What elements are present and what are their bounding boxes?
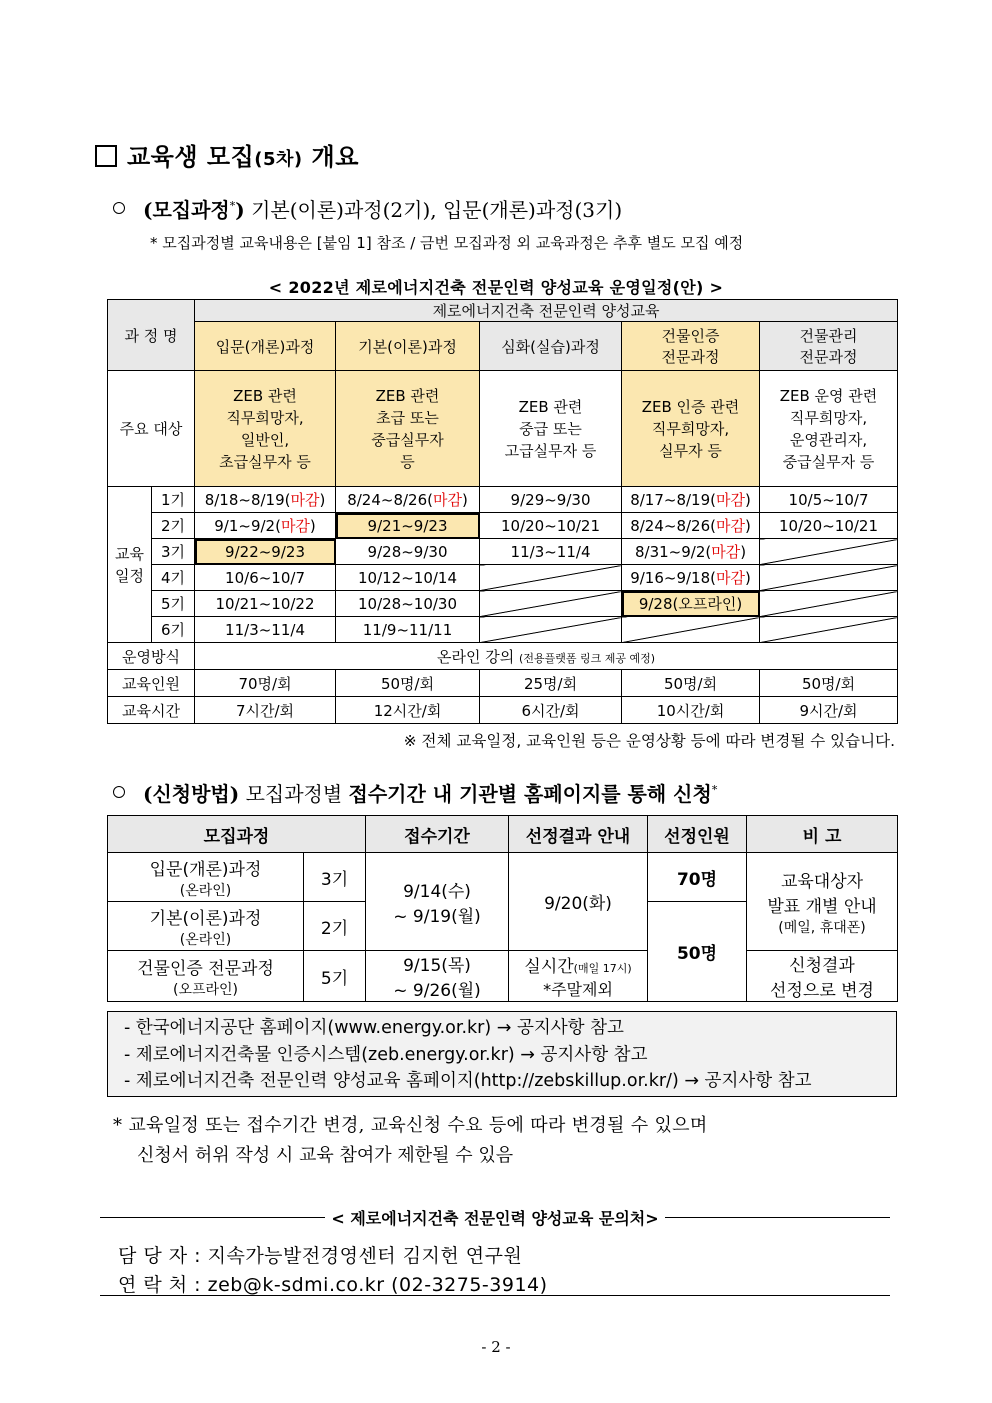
target-cell-4: ZEB 운영 관련 직무희망자, 운영관리자, 중급실무자 등 — [760, 371, 898, 487]
recruit-note: * 모집과정별 교육내용은 [붙임 1] 참조 / 금번 모집과정 외 교육과정은 추후 별도 모집 예정 — [150, 234, 744, 252]
course-basic: 기본(이론)과정 (온라인) — [108, 902, 304, 951]
circle-bullet-icon — [113, 202, 125, 214]
term-label: 5기 — [152, 591, 195, 617]
section-title: 교육생 모집(5차) 개요 — [95, 137, 359, 172]
schedule-cell: 9/28(오프라인) — [622, 591, 760, 617]
empty-schedule-cell — [622, 617, 760, 643]
target-cell-2: ZEB 관련 중급 또는 고급실무자 등 — [480, 371, 622, 487]
capacity-cell: 70명/회 — [195, 670, 336, 697]
empty-schedule-cell — [760, 565, 898, 591]
links-box — [107, 1011, 897, 1097]
group-header: 제로에너지건축 전문인력 양성교육 — [195, 300, 898, 322]
empty-schedule-cell — [480, 565, 622, 591]
contact-phone: 연 락 처 : zeb@k-sdmi.co.kr (02-3275-3914) — [118, 1274, 548, 1296]
course-intro: 입문(개론)과정 (온라인) — [108, 853, 304, 902]
hours-cell: 10시간/회 — [622, 697, 760, 724]
course-header-2: 심화(실습)과정 — [480, 322, 622, 371]
closed-label: 마감 — [711, 543, 741, 561]
link-zeb: - 제로에너지건축물 인증시스템(zeb.energy.or.kr) → 공지사항 참고 — [124, 1044, 648, 1065]
checkbox-square-icon — [95, 145, 117, 167]
schedule-cell: 11/3~11/4 — [480, 539, 622, 565]
schedule-label: 교육 일정 — [108, 487, 152, 643]
target-cell-0: ZEB 관련 직무희망자, 일반인, 초급실무자 등 — [195, 371, 336, 487]
term-basic: 2기 — [304, 902, 366, 951]
schedule-cell: 10/21~10/22 — [195, 591, 336, 617]
header-note: 비 고 — [747, 816, 898, 853]
target-label: 주요 대상 — [108, 371, 195, 487]
schedule-cell: 8/18~8/19(마감) — [195, 487, 336, 513]
header-count: 선정인원 — [648, 816, 747, 853]
schedule-cell: 8/31~9/2(마감) — [622, 539, 760, 565]
course-cert: 건물인증 전문과정 (오프라인) — [108, 951, 304, 1002]
target-cell-1: ZEB 관련 초급 또는 중급실무자 등 — [336, 371, 480, 487]
schedule-table — [107, 299, 898, 724]
course-header-0: 입문(개론)과정 — [195, 322, 336, 371]
schedule-cell: 11/9~11/11 — [336, 617, 480, 643]
link-skillup: - 제로에너지건축 전문인력 양성교육 홈페이지(http://zebskillup.or.kr/) → 공지사항 참고 — [124, 1071, 812, 1091]
term-label: 3기 — [152, 539, 195, 565]
method-label: 운영방식 — [108, 643, 195, 670]
course-header-1: 기본(이론)과정 — [336, 322, 480, 371]
hours-cell: 12시간/회 — [336, 697, 480, 724]
empty-schedule-cell — [480, 617, 622, 643]
closed-label: 마감 — [432, 491, 462, 509]
schedule-cell: 10/6~10/7 — [195, 565, 336, 591]
term-label: 6기 — [152, 617, 195, 643]
closed-label: 마감 — [715, 517, 745, 535]
course-header-3: 건물인증 전문과정 — [622, 322, 760, 371]
contact-person: 담 당 자 : 지속가능발전경영센터 김지헌 연구원 — [118, 1245, 523, 1267]
closed-label: 마감 — [715, 491, 745, 509]
period-cert: 9/15(목) ~ 9/26(월) — [366, 951, 509, 1002]
term-intro: 3기 — [304, 853, 366, 902]
result-cert: 실시간(매일 17시) *주말제외 — [509, 951, 648, 1002]
course-header-4: 건물관리 전문과정 — [760, 322, 898, 371]
target-cell-3: ZEB 인증 관련 직무희망자, 실무자 등 — [622, 371, 760, 487]
empty-schedule-cell — [760, 591, 898, 617]
page-number: - 2 - — [481, 1338, 511, 1356]
period-online: 9/14(수) ~ 9/19(월) — [366, 853, 509, 951]
schedule-cell: 9/16~9/18(마감) — [622, 565, 760, 591]
schedule-cell: 10/5~10/7 — [760, 487, 898, 513]
capacity-cell: 50명/회 — [622, 670, 760, 697]
hours-label: 교육시간 — [108, 697, 195, 724]
method-value: 온라인 강의 (전용플랫폼 링크 제공 예정) — [195, 643, 898, 670]
header-result: 선정결과 안내 — [509, 816, 648, 853]
schedule-cell: 9/28~9/30 — [336, 539, 480, 565]
hours-cell: 6시간/회 — [480, 697, 622, 724]
capacity-cell: 50명/회 — [336, 670, 480, 697]
schedule-cell: 10/28~10/30 — [336, 591, 480, 617]
closed-label: 마감 — [280, 517, 310, 535]
closed-label: 마감 — [715, 569, 745, 587]
note-cert: 신청결과 선정으로 변경 — [747, 951, 898, 1002]
course-name-header: 과 정 명 — [108, 300, 195, 371]
recruit-course-bullet: (모집과정*) 기본(이론)과정(2기), 입문(개론)과정(3기) — [113, 194, 622, 223]
hours-cell: 9시간/회 — [760, 697, 898, 724]
capacity-cell: 25명/회 — [480, 670, 622, 697]
schedule-cell: 8/24~8/26(마감) — [622, 513, 760, 539]
circle-bullet-icon — [113, 786, 125, 798]
empty-schedule-cell — [760, 617, 898, 643]
term-label: 2기 — [152, 513, 195, 539]
count-intro: 70명 — [648, 853, 747, 902]
count-basic-cert: 50명 — [648, 902, 747, 1002]
schedule-cell: 10/12~10/14 — [336, 565, 480, 591]
apply-method-bullet: (신청방법) 모집과정별 접수기간 내 기관별 홈페이지를 통해 신청* — [113, 778, 717, 807]
capacity-cell: 50명/회 — [760, 670, 898, 697]
capacity-label: 교육인원 — [108, 670, 195, 697]
warning-note: * 교육일정 또는 접수기간 변경, 교육신청 수요 등에 따라 변경될 수 있으며 신청서 허위 작성 시 교육 참여가 제한될 수 있음 — [113, 1115, 708, 1166]
schedule-cell: 10/20~10/21 — [480, 513, 622, 539]
contact-title: < 제로에너지건축 전문인력 양성교육 문의처> — [100, 1206, 890, 1230]
link-energy: - 한국에너지공단 홈페이지(www.energy.or.kr) → 공지사항 참고 — [124, 1018, 624, 1038]
divider — [100, 1295, 890, 1296]
schedule-cell: 8/17~8/19(마감) — [622, 487, 760, 513]
schedule-table-caption: < 2022년 제로에너지건축 전문인력 양성교육 운영일정(안) > — [268, 278, 724, 297]
schedule-remark: ※ 전체 교육일정, 교육인원 등은 운영상황 등에 따라 변경될 수 있습니다. — [403, 732, 895, 750]
schedule-cell: 9/22~9/23 — [195, 539, 336, 565]
result-online: 9/20(화) — [509, 853, 648, 951]
header-period: 접수기간 — [366, 816, 509, 853]
term-label: 4기 — [152, 565, 195, 591]
closed-label: 마감 — [290, 491, 320, 509]
term-cert: 5기 — [304, 951, 366, 1002]
schedule-cell: 9/29~9/30 — [480, 487, 622, 513]
schedule-cell: 10/20~10/21 — [760, 513, 898, 539]
note-online: 교육대상자 발표 개별 안내 (메일, 휴대폰) — [747, 853, 898, 951]
empty-schedule-cell — [480, 591, 622, 617]
application-table — [107, 815, 898, 1002]
header-course: 모집과정 — [108, 816, 366, 853]
schedule-cell: 9/21~9/23 — [336, 513, 480, 539]
term-label: 1기 — [152, 487, 195, 513]
schedule-cell: 11/3~11/4 — [195, 617, 336, 643]
empty-schedule-cell — [760, 539, 898, 565]
schedule-cell: 8/24~8/26(마감) — [336, 487, 480, 513]
schedule-cell: 9/1~9/2(마감) — [195, 513, 336, 539]
hours-cell: 7시간/회 — [195, 697, 336, 724]
